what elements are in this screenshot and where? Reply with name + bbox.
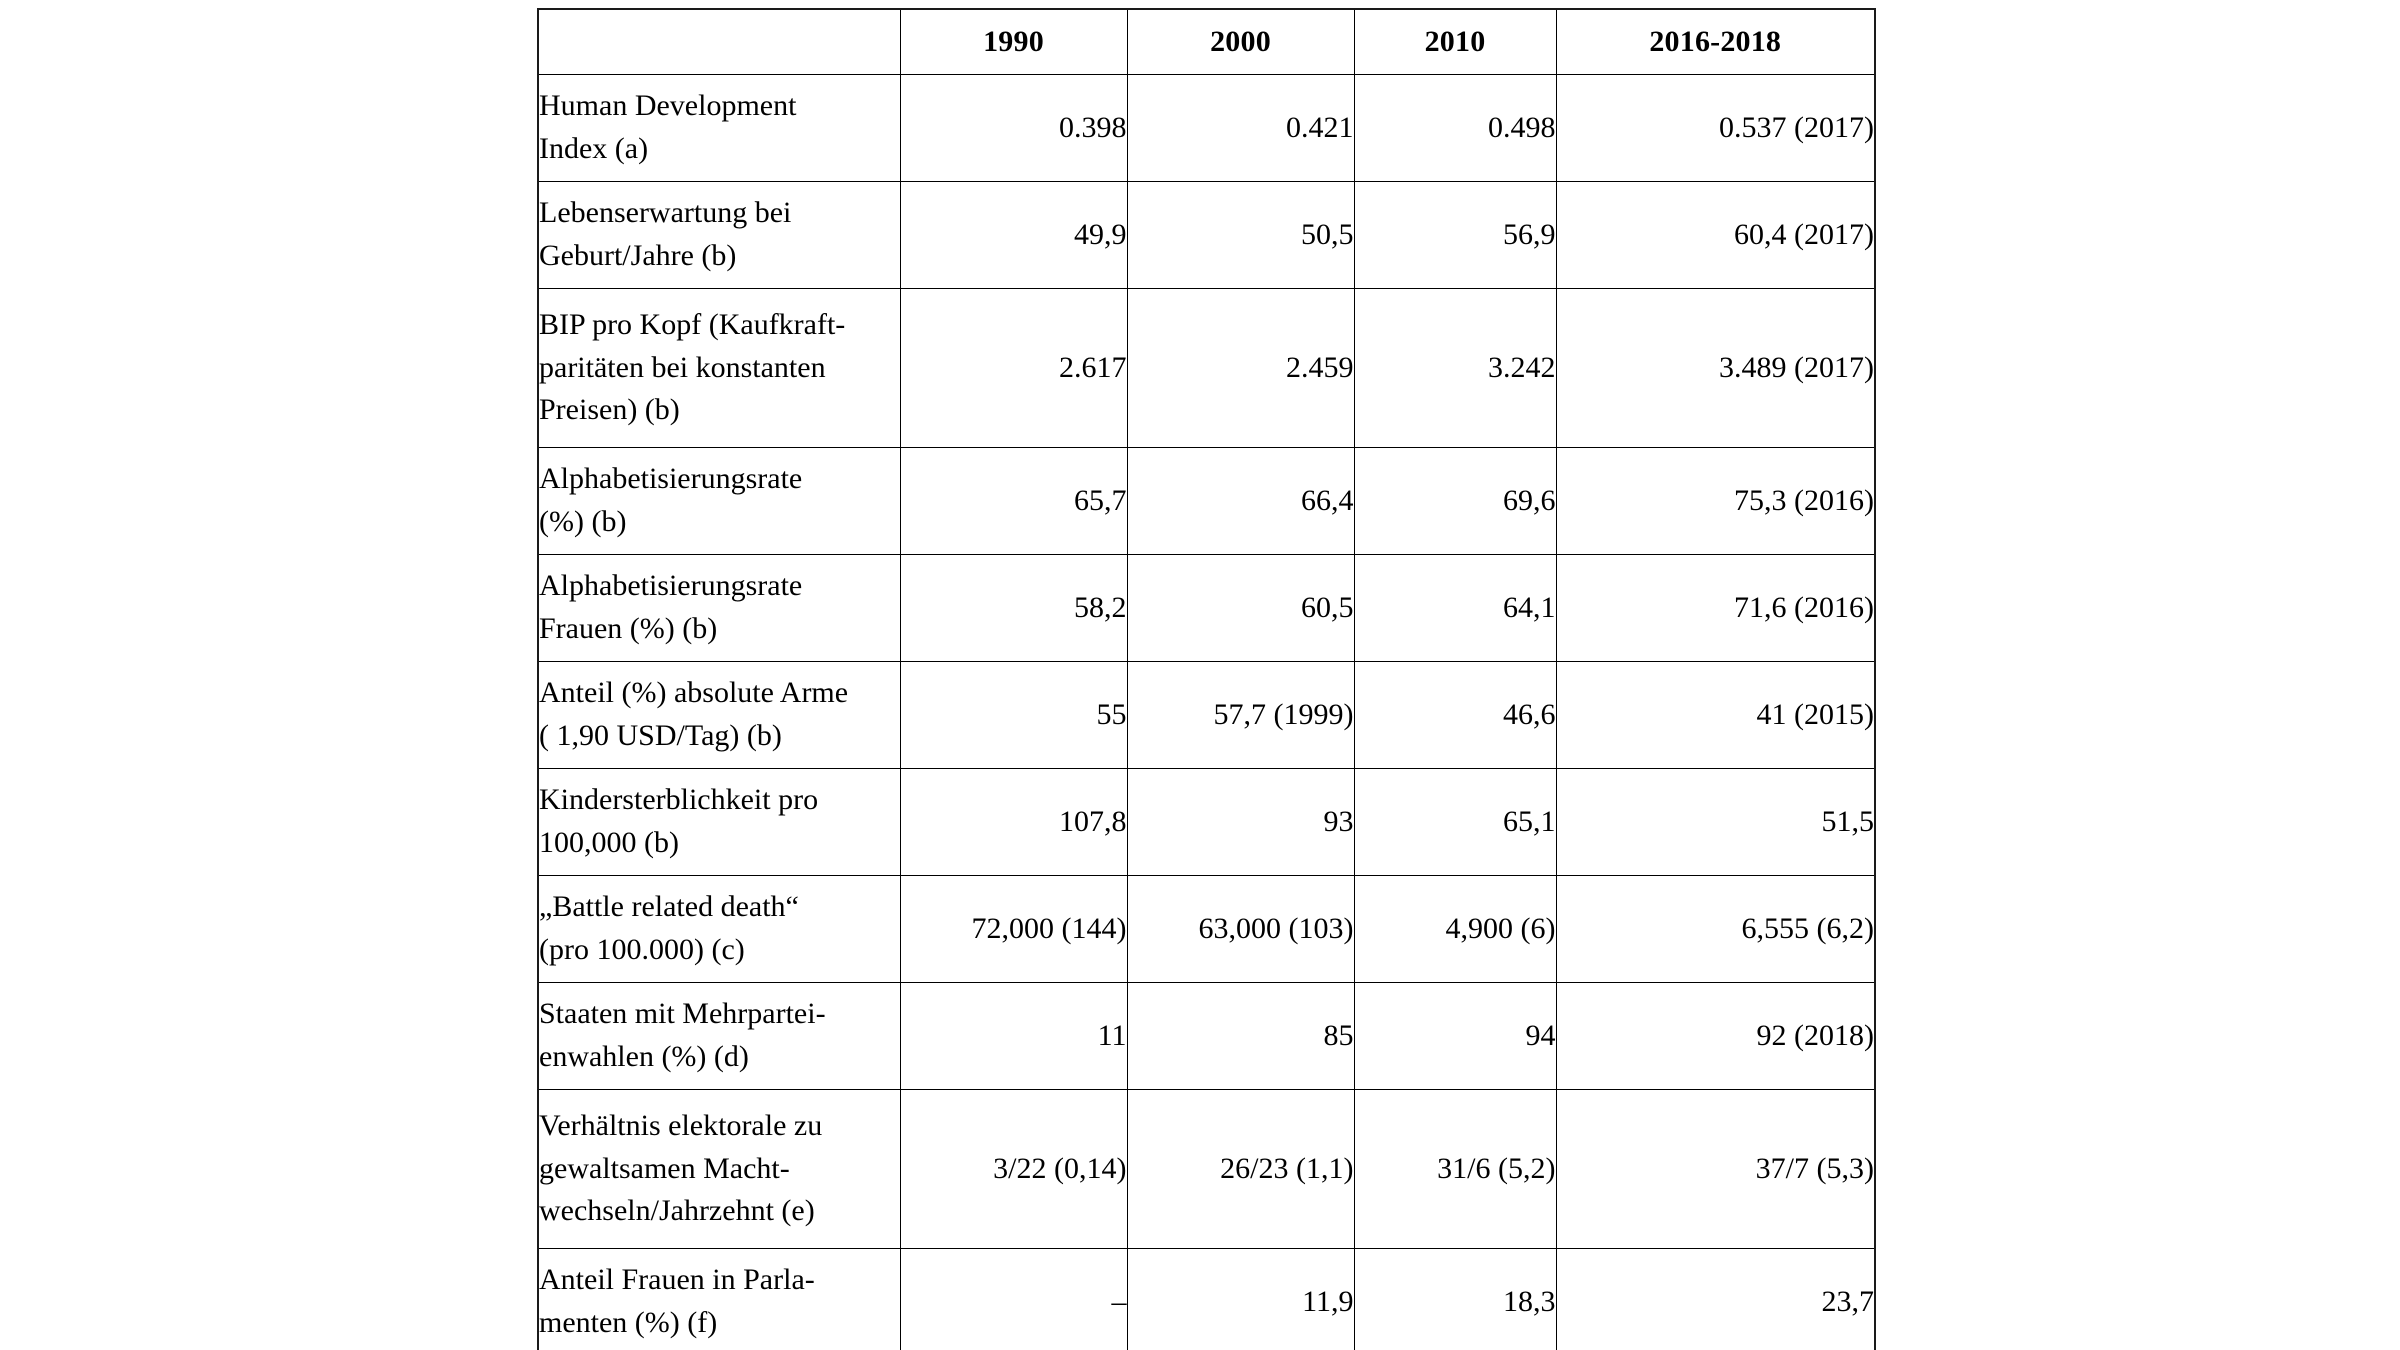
cell-y1990: 49,9 (900, 182, 1127, 289)
cell-y2000: 0.421 (1127, 75, 1354, 182)
table-row (538, 1249, 1875, 1350)
row-label-line: paritäten bei konstanten (539, 350, 826, 384)
table-container (537, 8, 1874, 1350)
row-label-line: „Battle related death“ (539, 890, 799, 924)
cell-recent: 75,3 (2016) (1556, 448, 1875, 555)
cell-y1990: 107,8 (900, 769, 1127, 876)
cell-y1990: – (900, 1249, 1127, 1350)
cell-y2000: 66,4 (1127, 448, 1354, 555)
cell-y1990: 3/22 (0,14) (900, 1090, 1127, 1249)
cell-y2010: 3.242 (1354, 289, 1556, 448)
row-label-cell (538, 289, 900, 448)
cell-y1990: 2.617 (900, 289, 1127, 448)
table-row (538, 876, 1875, 983)
row-label-line: BIP pro Kopf (Kaufkraft- (539, 308, 846, 342)
table-row (538, 769, 1875, 876)
table-row (538, 662, 1875, 769)
row-label-line: ( 1,90 USD/Tag) (b) (539, 719, 782, 752)
table-body (538, 75, 1875, 1350)
cell-recent: 3.489 (2017) (1556, 289, 1875, 448)
cell-recent: 23,7 (1556, 1249, 1875, 1350)
row-label-line: menten (%) (f) (539, 1306, 718, 1339)
row-label-line: Kindersterblichkeit pro (539, 783, 819, 817)
cell-y2010: 69,6 (1354, 448, 1556, 555)
cell-y1990: 72,000 (144) (900, 876, 1127, 983)
cell-y2000: 26/23 (1,1) (1127, 1090, 1354, 1249)
row-label-line: Staaten mit Mehrpartei- (539, 997, 826, 1031)
cell-y2000: 2.459 (1127, 289, 1354, 448)
cell-y2000: 85 (1127, 983, 1354, 1090)
row-label-cell (538, 769, 900, 876)
cell-y2010: 65,1 (1354, 769, 1556, 876)
table-row (538, 1090, 1875, 1249)
cell-y2010: 4,900 (6) (1354, 876, 1556, 983)
table-header (538, 9, 1875, 75)
cell-y1990: 55 (900, 662, 1127, 769)
cell-recent: 60,4 (2017) (1556, 182, 1875, 289)
table-row (538, 75, 1875, 182)
row-label-line: (pro 100.000) (c) (539, 933, 745, 966)
row-label-cell (538, 1249, 900, 1350)
cell-y1990: 0.398 (900, 75, 1127, 182)
row-label-cell (538, 182, 900, 289)
cell-recent: 0.537 (2017) (1556, 75, 1875, 182)
row-label-line: gewaltsamen Macht- (539, 1151, 790, 1185)
header-cell-2010: 2010 (1354, 9, 1556, 75)
cell-recent: 92 (2018) (1556, 983, 1875, 1090)
header-cell-2000: 2000 (1127, 9, 1354, 75)
row-label-line: Anteil (%) absolute Arme (539, 676, 849, 710)
row-label-line: Geburt/Jahre (b) (539, 239, 737, 272)
row-label-line: Alphabetisierungsrate (539, 462, 803, 496)
cell-y2000: 57,7 (1999) (1127, 662, 1354, 769)
cell-y2010: 56,9 (1354, 182, 1556, 289)
row-label-line: Alphabetisierungsrate (539, 569, 803, 603)
row-label-line: Frauen (%) (b) (539, 612, 718, 645)
cell-y2010: 46,6 (1354, 662, 1556, 769)
row-label-cell (538, 983, 900, 1090)
cell-recent: 41 (2015) (1556, 662, 1875, 769)
entwicklungsindikatoren-table (537, 8, 1876, 1350)
cell-y2010: 18,3 (1354, 1249, 1556, 1350)
cell-y1990: 11 (900, 983, 1127, 1090)
row-label-cell (538, 448, 900, 555)
row-label-line: wechseln/Jahrzehnt (e) (539, 1194, 815, 1228)
cell-y1990: 58,2 (900, 555, 1127, 662)
header-cell-2016-2018: 2016-2018 (1556, 9, 1875, 75)
cell-y2000: 11,9 (1127, 1249, 1354, 1350)
table-row (538, 448, 1875, 555)
cell-y2010: 64,1 (1354, 555, 1556, 662)
cell-recent: 6,555 (6,2) (1556, 876, 1875, 983)
cell-recent: 37/7 (5,3) (1556, 1090, 1875, 1249)
row-label-line: Index (a) (539, 132, 649, 165)
row-label-line: Anteil Frauen in Parla- (539, 1263, 815, 1297)
row-label-cell (538, 1090, 900, 1249)
header-cell-1990: 1990 (900, 9, 1127, 75)
row-label-line: (%) (b) (539, 505, 627, 538)
table-row (538, 289, 1875, 448)
cell-y1990: 65,7 (900, 448, 1127, 555)
cell-y2000: 63,000 (103) (1127, 876, 1354, 983)
row-label-line: Lebenserwartung bei (539, 196, 792, 230)
row-label-line: Preisen) (b) (539, 393, 680, 427)
cell-y2010: 31/6 (5,2) (1354, 1090, 1556, 1249)
table-row (538, 182, 1875, 289)
cell-recent: 51,5 (1556, 769, 1875, 876)
row-label-line: Human Development (539, 89, 797, 123)
row-label-cell (538, 662, 900, 769)
cell-recent: 71,6 (2016) (1556, 555, 1875, 662)
row-label-line: Verhältnis elektorale zu (539, 1109, 823, 1143)
row-label-cell (538, 555, 900, 662)
cell-y2000: 60,5 (1127, 555, 1354, 662)
row-label-line: enwahlen (%) (d) (539, 1040, 749, 1073)
header-row (538, 9, 1875, 75)
cell-y2010: 94 (1354, 983, 1556, 1090)
header-cell-blank (538, 9, 900, 75)
row-label-cell (538, 876, 900, 983)
table-row (538, 983, 1875, 1090)
row-label-cell (538, 75, 900, 182)
table-row (538, 555, 1875, 662)
cell-y2010: 0.498 (1354, 75, 1556, 182)
cell-y2000: 50,5 (1127, 182, 1354, 289)
row-label-line: 100,000 (b) (539, 826, 679, 859)
cell-y2000: 93 (1127, 769, 1354, 876)
